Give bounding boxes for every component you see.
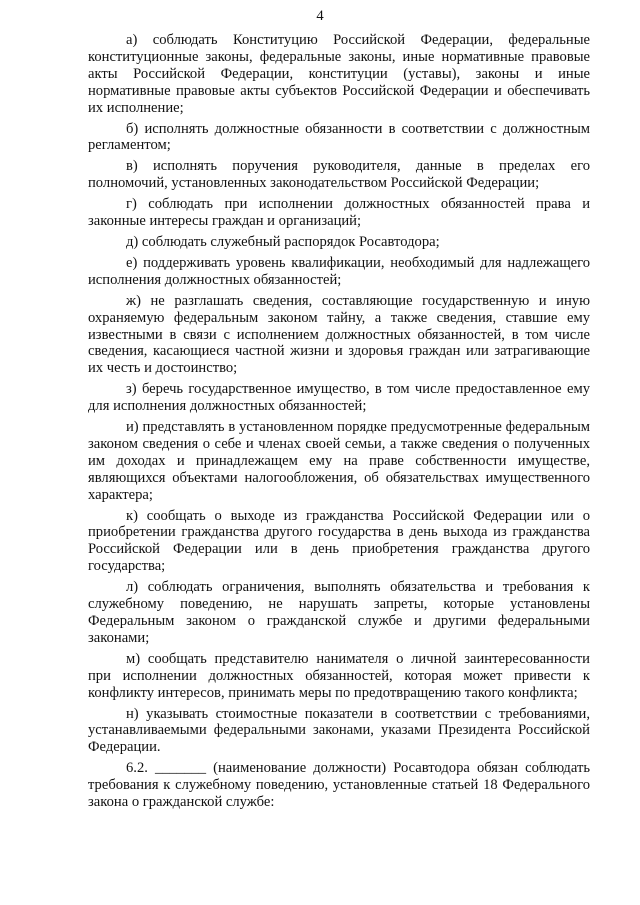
section-6-2: 6.2. _______ (наименование должности) Росавтодора обязан соблюдать требования к служебному поведению, установленные статьей 18 Федерального закона о гражданской службе: — [88, 760, 590, 811]
paragraph-b: б) исполнять должностные обязанности в соответствии с должностным регламентом; — [88, 120, 590, 154]
document-body — [88, 32, 590, 815]
paragraph-k: к) сообщать о выходе из гражданства Российской Федерации или о приобретении гражданства другого государства в день выхода из гражданства Российской Федерации или в день приобретения гражданства другого государства; — [88, 507, 590, 575]
paragraph-g: г) соблюдать при исполнении должностных обязанностей права и законные интересы граждан и организаций; — [88, 196, 590, 230]
paragraph-v: в) исполнять поручения руководителя, данные в пределах его полномочий, установленных законодательством Российской Федерации; — [88, 158, 590, 192]
paragraph-n: н) указывать стоимостные показатели в соответствии с требованиями, устанавливаемыми федеральными законами, указами Президента Российской Федерации. — [88, 705, 590, 756]
page-number: 4 — [316, 8, 324, 24]
paragraph-i: и) представлять в установленном порядке предусмотренные федеральным законом сведения о себе и членах своей семьи, а также сведения о полученных им доходах и принадлежащем ему на праве собственности имуществе, являющихся объектами налогообложения, об обязательствах имущественного характера; — [88, 419, 590, 503]
paragraph-d: д) соблюдать служебный распорядок Росавтодора; — [126, 233, 440, 250]
paragraph-a: а) соблюдать Конституцию Российской Федерации, федеральные конституционные законы, федеральные законы, иные нормативные правовые акты Российской Федерации, конституции (уставы), законы и иные нормативные правовые акты субъектов Российской Федерации и обеспечивать их исполнение; — [88, 32, 590, 116]
paragraph-m: м) сообщать представителю нанимателя о личной заинтересованности при исполнении должностных обязанностей, которая может привести к конфликту интересов, принимать меры по предотвращению такого конфликта; — [88, 650, 590, 701]
paragraph-zh: ж) не разглашать сведения, составляющие государственную и иную охраняемую федеральным законом тайну, а также сведения, ставшие ему известными в связи с исполнением должностных обязанностей, в том числе сведения, касающиеся частной жизни и здоровья граждан или затрагивающие их честь и достоинство; — [88, 292, 590, 377]
paragraph-z: з) беречь государственное имущество, в том числе предоставленное ему для исполнения должностных обязанностей; — [88, 381, 590, 415]
paragraph-l: л) соблюдать ограничения, выполнять обязательства и требования к служебному поведению, не нарушать запреты, которые установлены Федеральным законом о гражданской службе и другими федеральными законами; — [88, 579, 590, 646]
paragraph-e: е) поддерживать уровень квалификации, необходимый для надлежащего исполнения должностных обязанностей; — [88, 254, 590, 288]
